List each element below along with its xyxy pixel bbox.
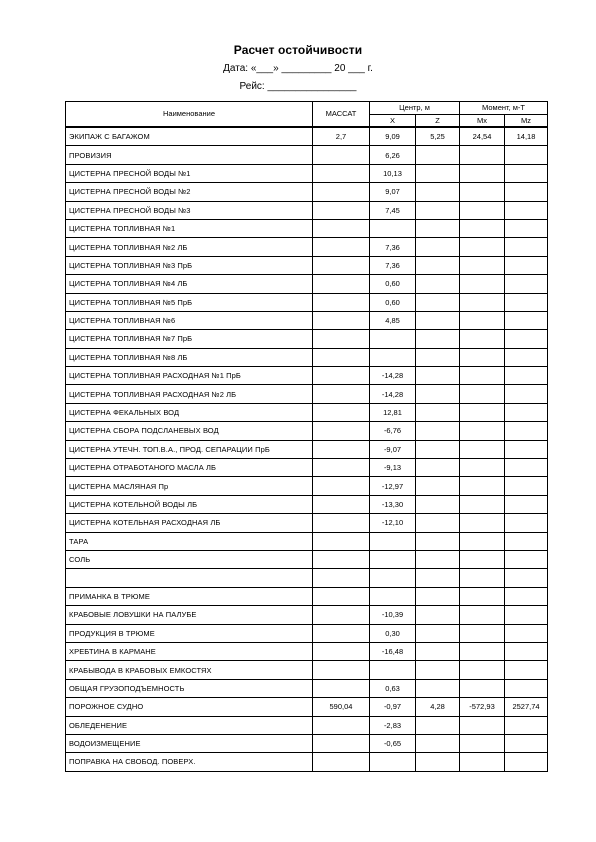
table-row — [66, 183, 548, 201]
row-mass-cell — [313, 514, 370, 532]
row-z-cell — [416, 367, 460, 385]
row-mx-cell — [460, 495, 505, 513]
row-mz-cell — [505, 367, 548, 385]
row-mz-cell — [505, 734, 548, 752]
row-x-cell: -14,28 — [370, 367, 416, 385]
row-mx-cell — [460, 238, 505, 256]
row-mx-cell — [460, 330, 505, 348]
row-z-cell — [416, 477, 460, 495]
row-z-cell — [416, 569, 460, 587]
table-row — [66, 495, 548, 513]
date-line: Дата: «___» _________ 20 ___ г. — [223, 63, 373, 74]
row-x-cell: 9,07 — [370, 183, 416, 201]
row-x-cell: -10,39 — [370, 606, 416, 624]
column-header-mx: Мх — [460, 115, 505, 128]
row-mx-cell — [460, 440, 505, 458]
table-row — [66, 624, 548, 642]
row-x-cell: 7,36 — [370, 256, 416, 274]
row-mass-cell — [313, 569, 370, 587]
table-row — [66, 532, 548, 550]
row-z-cell — [416, 661, 460, 679]
row-mx-cell — [460, 624, 505, 642]
row-x-cell: -0,97 — [370, 698, 416, 716]
row-mass-cell — [313, 311, 370, 329]
row-x-cell: 12,81 — [370, 403, 416, 421]
row-mass-cell: 2,7 — [313, 127, 370, 146]
table-header — [66, 102, 548, 128]
row-mx-cell — [460, 183, 505, 201]
row-name-cell: ЦИСТЕРНА ТОПЛИВНАЯ РАСХОДНАЯ №1 ПрБ — [66, 367, 313, 385]
row-mass-cell — [313, 348, 370, 366]
row-x-cell — [370, 330, 416, 348]
column-header-x: X — [370, 115, 416, 128]
column-header-mass: МАССАТ — [313, 102, 370, 128]
row-z-cell — [416, 440, 460, 458]
row-x-cell — [370, 753, 416, 771]
row-mx-cell — [460, 753, 505, 771]
row-name-cell: КРАБОВЫЕ ЛОВУШКИ НА ПАЛУБЕ — [66, 606, 313, 624]
row-z-cell: 4,28 — [416, 698, 460, 716]
row-x-cell: 0,60 — [370, 275, 416, 293]
row-mass-cell — [313, 238, 370, 256]
table-row — [66, 367, 548, 385]
row-mass-cell — [313, 422, 370, 440]
row-mx-cell: -572,93 — [460, 698, 505, 716]
row-name-cell: ЦИСТЕРНА ТОПЛИВНАЯ №7 ПрБ — [66, 330, 313, 348]
row-z-cell — [416, 385, 460, 403]
row-name-cell: ЦИСТЕРНА ТОПЛИВНАЯ №1 — [66, 219, 313, 237]
row-mass-cell — [313, 532, 370, 550]
row-mz-cell — [505, 311, 548, 329]
row-mz-cell: 14,18 — [505, 127, 548, 146]
row-mass-cell — [313, 219, 370, 237]
row-mz-cell — [505, 753, 548, 771]
row-mx-cell — [460, 385, 505, 403]
row-mass-cell — [313, 734, 370, 752]
row-mz-cell — [505, 422, 548, 440]
row-name-cell: КРАБЫВОДА В КРАБОВЫХ ЕМКОСТЯХ — [66, 661, 313, 679]
row-mass-cell — [313, 146, 370, 164]
row-mass-cell — [313, 587, 370, 605]
row-mz-cell — [505, 385, 548, 403]
column-header-name: Наименование — [66, 102, 313, 128]
row-z-cell — [416, 642, 460, 660]
row-name-cell: ЦИСТЕРНА ТОПЛИВНАЯ №6 — [66, 311, 313, 329]
row-x-cell — [370, 587, 416, 605]
row-mx-cell — [460, 348, 505, 366]
row-mz-cell — [505, 201, 548, 219]
table-row — [66, 348, 548, 366]
table-row — [66, 716, 548, 734]
row-mz-cell — [505, 532, 548, 550]
row-mx-cell — [460, 201, 505, 219]
row-z-cell — [416, 146, 460, 164]
table-row — [66, 219, 548, 237]
row-mass-cell — [313, 385, 370, 403]
row-x-cell — [370, 550, 416, 568]
row-x-cell: -9,13 — [370, 459, 416, 477]
table-body — [66, 127, 548, 771]
row-mz-cell — [505, 569, 548, 587]
row-name-cell: ЦИСТЕРНА СБОРА ПОДСЛАНЕВЫХ ВОД — [66, 422, 313, 440]
row-x-cell: -12,97 — [370, 477, 416, 495]
row-z-cell — [416, 293, 460, 311]
row-x-cell — [370, 219, 416, 237]
column-header-mz: Мz — [505, 115, 548, 128]
row-name-cell: ЦИСТЕРНА МАСЛЯНАЯ Пр — [66, 477, 313, 495]
row-x-cell: -16,48 — [370, 642, 416, 660]
row-mx-cell — [460, 514, 505, 532]
row-mass-cell — [313, 256, 370, 274]
row-z-cell — [416, 201, 460, 219]
row-x-cell: -2,83 — [370, 716, 416, 734]
page-title: Расчет остойчивости — [233, 43, 363, 57]
row-z-cell — [416, 183, 460, 201]
row-z-cell — [416, 587, 460, 605]
row-mass-cell — [313, 753, 370, 771]
row-name-cell — [66, 569, 313, 587]
row-mz-cell — [505, 716, 548, 734]
row-name-cell: ПРОВИЗИЯ — [66, 146, 313, 164]
table-row — [66, 311, 548, 329]
row-mz-cell — [505, 642, 548, 660]
row-x-cell: -6,76 — [370, 422, 416, 440]
table-row — [66, 550, 548, 568]
row-name-cell: ВОДОИЗМЕЩЕНИЕ — [66, 734, 313, 752]
row-name-cell: ЦИСТЕРНА ТОПЛИВНАЯ №4 ЛБ — [66, 275, 313, 293]
row-x-cell: -9,07 — [370, 440, 416, 458]
row-x-cell — [370, 348, 416, 366]
table-row — [66, 642, 548, 660]
row-z-cell — [416, 459, 460, 477]
row-mass-cell — [313, 403, 370, 421]
row-z-cell — [416, 164, 460, 182]
row-z-cell — [416, 219, 460, 237]
row-name-cell: ОБЛЕДЕНЕНИЕ — [66, 716, 313, 734]
row-x-cell — [370, 661, 416, 679]
row-z-cell — [416, 514, 460, 532]
row-name-cell: ЦИСТЕРНА ТОПЛИВНАЯ №8 ЛБ — [66, 348, 313, 366]
row-mx-cell — [460, 219, 505, 237]
row-x-cell — [370, 532, 416, 550]
row-name-cell: ЦИСТЕРНА ПРЕСНОЙ ВОДЫ №1 — [66, 164, 313, 182]
row-mass-cell — [313, 716, 370, 734]
row-mx-cell — [460, 403, 505, 421]
row-z-cell — [416, 256, 460, 274]
table-row — [66, 514, 548, 532]
row-mz-cell — [505, 495, 548, 513]
row-mz-cell — [505, 348, 548, 366]
table-row — [66, 256, 548, 274]
row-mass-cell — [313, 477, 370, 495]
row-mz-cell — [505, 164, 548, 182]
row-mx-cell — [460, 569, 505, 587]
row-mz-cell: 2527,74 — [505, 698, 548, 716]
row-x-cell — [370, 569, 416, 587]
row-z-cell — [416, 238, 460, 256]
table-row — [66, 385, 548, 403]
table-row — [66, 238, 548, 256]
row-mass-cell — [313, 440, 370, 458]
row-x-cell: -13,30 — [370, 495, 416, 513]
row-z-cell — [416, 403, 460, 421]
row-mass-cell: 590,04 — [313, 698, 370, 716]
row-x-cell: 7,36 — [370, 238, 416, 256]
row-mx-cell — [460, 275, 505, 293]
row-mass-cell — [313, 293, 370, 311]
row-mx-cell — [460, 716, 505, 734]
row-mx-cell — [460, 164, 505, 182]
row-x-cell: -0,65 — [370, 734, 416, 752]
table-row — [66, 569, 548, 587]
row-name-cell: ЦИСТЕРНА ОТРАБОТАНОГО МАСЛА ЛБ — [66, 459, 313, 477]
row-name-cell: ЦИСТЕРНА ТОПЛИВНАЯ №5 ПрБ — [66, 293, 313, 311]
row-mz-cell — [505, 146, 548, 164]
row-name-cell: ЦИСТЕРНА ПРЕСНОЙ ВОДЫ №3 — [66, 201, 313, 219]
row-mz-cell — [505, 514, 548, 532]
row-z-cell — [416, 606, 460, 624]
table-row — [66, 477, 548, 495]
row-mz-cell — [505, 679, 548, 697]
row-mz-cell — [505, 403, 548, 421]
row-mz-cell — [505, 238, 548, 256]
table-row — [66, 422, 548, 440]
row-mx-cell — [460, 587, 505, 605]
row-mx-cell — [460, 311, 505, 329]
row-mz-cell — [505, 624, 548, 642]
row-name-cell: ОБЩАЯ ГРУЗОПОДЪЕМНОСТЬ — [66, 679, 313, 697]
table-row — [66, 275, 548, 293]
table-row — [66, 459, 548, 477]
row-mx-cell — [460, 661, 505, 679]
row-mass-cell — [313, 624, 370, 642]
row-mz-cell — [505, 219, 548, 237]
column-header-center: Центр, м — [370, 102, 460, 115]
row-mz-cell — [505, 459, 548, 477]
row-mass-cell — [313, 495, 370, 513]
row-mass-cell — [313, 642, 370, 660]
row-mz-cell — [505, 330, 548, 348]
row-mass-cell — [313, 606, 370, 624]
row-mz-cell — [505, 587, 548, 605]
row-name-cell: ЭКИПАЖ С БАГАЖОМ — [66, 127, 313, 146]
table-row — [66, 679, 548, 697]
row-mass-cell — [313, 550, 370, 568]
row-z-cell — [416, 734, 460, 752]
table-row — [66, 698, 548, 716]
row-x-cell: 7,45 — [370, 201, 416, 219]
row-mass-cell — [313, 661, 370, 679]
row-mass-cell — [313, 201, 370, 219]
stability-table — [65, 101, 548, 772]
row-name-cell: ХРЕБТИНА В КАРМАНЕ — [66, 642, 313, 660]
row-mass-cell — [313, 183, 370, 201]
row-z-cell — [416, 348, 460, 366]
table-row — [66, 734, 548, 752]
table-row — [66, 330, 548, 348]
table-row — [66, 127, 548, 146]
row-mx-cell — [460, 606, 505, 624]
row-z-cell — [416, 753, 460, 771]
row-mx-cell — [460, 642, 505, 660]
row-z-cell — [416, 550, 460, 568]
row-name-cell: ЦИСТЕРНА ТОПЛИВНАЯ №2 ЛБ — [66, 238, 313, 256]
row-z-cell — [416, 716, 460, 734]
row-mass-cell — [313, 275, 370, 293]
row-name-cell: ПОРОЖНОЕ СУДНО — [66, 698, 313, 716]
row-mz-cell — [505, 477, 548, 495]
column-header-moment: Момент, м-Т — [460, 102, 548, 115]
row-mx-cell — [460, 256, 505, 274]
row-name-cell: СОЛЬ — [66, 550, 313, 568]
row-mass-cell — [313, 330, 370, 348]
row-mz-cell — [505, 275, 548, 293]
row-name-cell: ЦИСТЕРНА ТОПЛИВНАЯ РАСХОДНАЯ №2 ЛБ — [66, 385, 313, 403]
row-mx-cell — [460, 422, 505, 440]
row-mx-cell — [460, 734, 505, 752]
row-z-cell: 5,25 — [416, 127, 460, 146]
row-x-cell: -14,28 — [370, 385, 416, 403]
row-x-cell: -12,10 — [370, 514, 416, 532]
row-z-cell — [416, 532, 460, 550]
row-z-cell — [416, 275, 460, 293]
row-mx-cell — [460, 293, 505, 311]
row-mz-cell — [505, 183, 548, 201]
row-name-cell: ПРОДУКЦИЯ В ТРЮМЕ — [66, 624, 313, 642]
row-name-cell: ЦИСТЕРНА ПРЕСНОЙ ВОДЫ №2 — [66, 183, 313, 201]
row-z-cell — [416, 495, 460, 513]
row-x-cell: 0,60 — [370, 293, 416, 311]
row-mx-cell — [460, 679, 505, 697]
row-name-cell: ТАРА — [66, 532, 313, 550]
row-x-cell: 4,85 — [370, 311, 416, 329]
row-mx-cell — [460, 550, 505, 568]
row-mz-cell — [505, 256, 548, 274]
table-row — [66, 403, 548, 421]
row-mass-cell — [313, 164, 370, 182]
table-row — [66, 661, 548, 679]
table-row — [66, 606, 548, 624]
row-name-cell: ЦИСТЕРНА УТЕЧН. ТОП.В.А., ПРОД. СЕПАРАЦИИ ПрБ — [66, 440, 313, 458]
row-name-cell: ПРИМАНКА В ТРЮМЕ — [66, 587, 313, 605]
row-mx-cell — [460, 477, 505, 495]
row-x-cell: 10,13 — [370, 164, 416, 182]
row-name-cell: ЦИСТЕРНА КОТЕЛЬНОЙ ВОДЫ ЛБ — [66, 495, 313, 513]
row-mx-cell — [460, 367, 505, 385]
row-name-cell: ПОПРАВКА НА СВОБОД. ПОВЕРХ. — [66, 753, 313, 771]
row-x-cell: 0,63 — [370, 679, 416, 697]
trip-line: Рейс: ________________ — [239, 81, 357, 92]
row-mz-cell — [505, 440, 548, 458]
table-row — [66, 146, 548, 164]
row-mx-cell — [460, 459, 505, 477]
table-row — [66, 440, 548, 458]
row-mx-cell: 24,54 — [460, 127, 505, 146]
row-name-cell: ЦИСТЕРНА КОТЕЛЬНАЯ РАСХОДНАЯ ЛБ — [66, 514, 313, 532]
row-mz-cell — [505, 661, 548, 679]
row-z-cell — [416, 624, 460, 642]
row-mass-cell — [313, 367, 370, 385]
table-row — [66, 587, 548, 605]
row-x-cell: 9,09 — [370, 127, 416, 146]
row-x-cell: 0,30 — [370, 624, 416, 642]
table-row — [66, 293, 548, 311]
table-row — [66, 201, 548, 219]
row-mz-cell — [505, 293, 548, 311]
row-z-cell — [416, 422, 460, 440]
row-mass-cell — [313, 459, 370, 477]
row-z-cell — [416, 311, 460, 329]
row-mx-cell — [460, 532, 505, 550]
row-z-cell — [416, 679, 460, 697]
row-mx-cell — [460, 146, 505, 164]
column-header-z: Z — [416, 115, 460, 128]
row-name-cell: ЦИСТЕРНА ФЕКАЛЬНЫХ ВОД — [66, 403, 313, 421]
table-row — [66, 164, 548, 182]
row-mz-cell — [505, 550, 548, 568]
row-z-cell — [416, 330, 460, 348]
row-mz-cell — [505, 606, 548, 624]
row-name-cell: ЦИСТЕРНА ТОПЛИВНАЯ №3 ПрБ — [66, 256, 313, 274]
row-mass-cell — [313, 679, 370, 697]
table-row — [66, 753, 548, 771]
row-x-cell: 6,26 — [370, 146, 416, 164]
